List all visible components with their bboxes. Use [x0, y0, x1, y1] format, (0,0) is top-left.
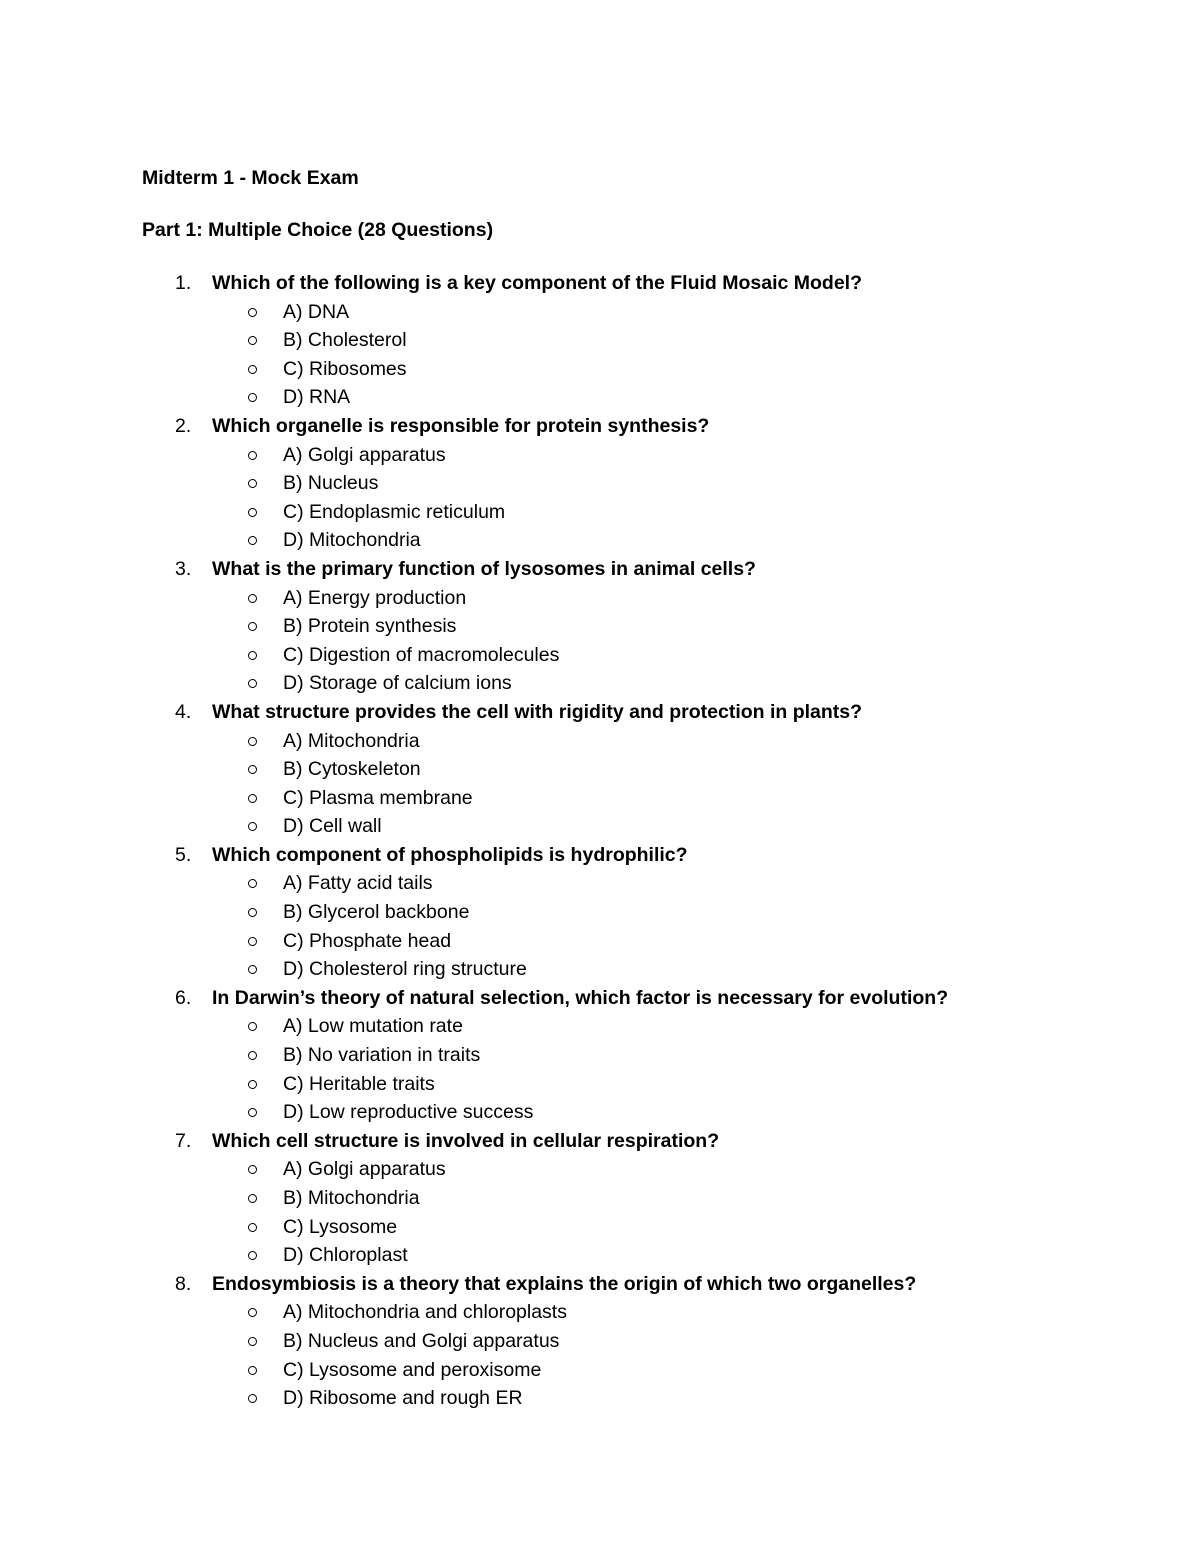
- answer-option: [0, 612, 1200, 641]
- answer-option-text: C) Heritable traits: [283, 1072, 435, 1095]
- answer-option: [0, 1041, 1200, 1070]
- answer-option-text: D) Chloroplast: [283, 1244, 408, 1267]
- question-number: 5.: [175, 843, 192, 866]
- hollow-circle-bullet-icon: [248, 1223, 257, 1232]
- hollow-circle-bullet-icon: [248, 594, 257, 603]
- answer-option-text: A) Mitochondria: [283, 729, 420, 752]
- answer-option: [0, 1184, 1200, 1213]
- answer-option: [0, 669, 1200, 698]
- answer-option: [0, 1098, 1200, 1127]
- answer-option-text: B) Nucleus: [283, 472, 379, 495]
- question-text: What structure provides the cell with rigidity and protection in plants?: [212, 700, 863, 723]
- question-item: [0, 555, 1200, 698]
- answer-option: [0, 927, 1200, 956]
- hollow-circle-bullet-icon: [248, 1366, 257, 1375]
- hollow-circle-bullet-icon: [248, 479, 257, 488]
- question-list: [0, 269, 1200, 1413]
- answer-options: [0, 1012, 1200, 1126]
- hollow-circle-bullet-icon: [248, 1108, 257, 1117]
- answer-option: [0, 298, 1200, 327]
- question-number: 6.: [175, 986, 192, 1009]
- answer-option: [0, 784, 1200, 813]
- answer-option: [0, 955, 1200, 984]
- answer-option: [0, 383, 1200, 412]
- answer-option: [0, 1070, 1200, 1099]
- answer-option-text: A) Low mutation rate: [283, 1015, 463, 1038]
- question-line: [0, 269, 1200, 298]
- answer-option-text: A) Fatty acid tails: [283, 872, 433, 895]
- answer-option-text: C) Plasma membrane: [283, 786, 473, 809]
- answer-option: [0, 1213, 1200, 1242]
- question-text: What is the primary function of lysosomes in animal cells?: [212, 557, 756, 580]
- answer-option-text: A) Golgi apparatus: [283, 1158, 446, 1181]
- hollow-circle-bullet-icon: [248, 1394, 257, 1403]
- question-item: [0, 984, 1200, 1127]
- hollow-circle-bullet-icon: [248, 1080, 257, 1089]
- answer-option-text: C) Phosphate head: [283, 929, 452, 952]
- question-number: 1.: [175, 272, 192, 294]
- question-item: [0, 1270, 1200, 1413]
- document-title: Midterm 1 - Mock Exam: [142, 167, 359, 189]
- answer-option: [0, 898, 1200, 927]
- answer-option: [0, 498, 1200, 527]
- answer-option-text: D) Cell wall: [283, 815, 382, 838]
- question-line: [0, 841, 1200, 870]
- answer-option-text: A) Mitochondria and chloroplasts: [283, 1301, 567, 1324]
- hollow-circle-bullet-icon: [248, 1165, 257, 1174]
- hollow-circle-bullet-icon: [248, 1051, 257, 1060]
- answer-option: [0, 326, 1200, 355]
- answer-option: [0, 755, 1200, 784]
- answer-option: [0, 1012, 1200, 1041]
- question-text: In Darwin’s theory of natural selection, which factor is necessary for evolution?: [212, 986, 949, 1009]
- answer-option-text: B) Nucleus and Golgi apparatus: [283, 1329, 560, 1352]
- hollow-circle-bullet-icon: [248, 451, 257, 460]
- answer-options: [0, 1298, 1200, 1412]
- question-number: 8.: [175, 1272, 192, 1295]
- question-number: 7.: [175, 1129, 192, 1152]
- hollow-circle-bullet-icon: [248, 1022, 257, 1031]
- answer-option-text: A) Energy production: [283, 586, 467, 609]
- answer-option-text: D) Cholesterol ring structure: [283, 958, 527, 981]
- question-item: [0, 698, 1200, 841]
- answer-option: [0, 355, 1200, 384]
- hollow-circle-bullet-icon: [248, 794, 257, 803]
- answer-option-text: C) Digestion of macromolecules: [283, 643, 560, 666]
- answer-options: [0, 441, 1200, 555]
- hollow-circle-bullet-icon: [248, 765, 257, 774]
- question-item: [0, 1127, 1200, 1270]
- hollow-circle-bullet-icon: [248, 1337, 257, 1346]
- answer-option-text: A) Golgi apparatus: [283, 443, 446, 466]
- hollow-circle-bullet-icon: [248, 1251, 257, 1260]
- answer-option: [0, 584, 1200, 613]
- answer-option-text: B) Mitochondria: [283, 1187, 420, 1209]
- answer-option: [0, 1298, 1200, 1327]
- answer-options: [0, 298, 1200, 412]
- hollow-circle-bullet-icon: [248, 965, 257, 974]
- question-item: [0, 841, 1200, 984]
- hollow-circle-bullet-icon: [248, 308, 257, 317]
- question-line: [0, 555, 1200, 584]
- hollow-circle-bullet-icon: [248, 1194, 257, 1203]
- hollow-circle-bullet-icon: [248, 1308, 257, 1317]
- answer-option: [0, 869, 1200, 898]
- question-item: [0, 412, 1200, 555]
- answer-option: [0, 441, 1200, 470]
- answer-option: [0, 1356, 1200, 1385]
- answer-option: [0, 1327, 1200, 1356]
- answer-option: [0, 1155, 1200, 1184]
- answer-option-text: B) No variation in traits: [283, 1044, 481, 1067]
- answer-option: [0, 1384, 1200, 1413]
- answer-option: [0, 641, 1200, 670]
- answer-option-text: C) Lysosome and peroxisome: [283, 1358, 542, 1381]
- hollow-circle-bullet-icon: [248, 822, 257, 831]
- question-line: [0, 412, 1200, 441]
- answer-option-text: C) Lysosome: [283, 1215, 398, 1238]
- hollow-circle-bullet-icon: [248, 679, 257, 688]
- hollow-circle-bullet-icon: [248, 651, 257, 660]
- answer-option-text: C) Endoplasmic reticulum: [283, 500, 506, 523]
- answer-options: [0, 727, 1200, 841]
- hollow-circle-bullet-icon: [248, 508, 257, 517]
- question-text: Which component of phospholipids is hydrophilic?: [212, 843, 688, 866]
- answer-options: [0, 1155, 1200, 1269]
- part-heading: Part 1: Multiple Choice (28 Questions): [142, 219, 494, 241]
- hollow-circle-bullet-icon: [248, 879, 257, 888]
- question-text: Which cell structure is involved in cellular respiration?: [212, 1129, 720, 1152]
- answer-option: [0, 469, 1200, 498]
- answer-option-text: A) DNA: [283, 300, 350, 323]
- hollow-circle-bullet-icon: [248, 336, 257, 345]
- question-text: Which organelle is responsible for protein synthesis?: [212, 414, 710, 437]
- hollow-circle-bullet-icon: [248, 908, 257, 917]
- answer-options: [0, 869, 1200, 983]
- answer-option-text: D) Ribosome and rough ER: [283, 1387, 523, 1410]
- hollow-circle-bullet-icon: [248, 622, 257, 631]
- question-number: 3.: [175, 557, 192, 580]
- answer-option-text: D) Low reproductive success: [283, 1101, 534, 1124]
- question-line: [0, 1127, 1200, 1156]
- hollow-circle-bullet-icon: [248, 393, 257, 402]
- question-line: [0, 984, 1200, 1013]
- answer-option-text: B) Cholesterol: [283, 329, 407, 352]
- answer-option-text: D) Mitochondria: [283, 529, 421, 552]
- question-number: 2.: [175, 414, 192, 437]
- question-text: Endosymbiosis is a theory that explains the origin of which two organelles?: [212, 1272, 917, 1295]
- hollow-circle-bullet-icon: [248, 365, 257, 374]
- answer-options: [0, 584, 1200, 698]
- hollow-circle-bullet-icon: [248, 536, 257, 545]
- answer-option: [0, 1241, 1200, 1270]
- question-item: [0, 269, 1200, 412]
- answer-option-text: B) Protein synthesis: [283, 615, 457, 638]
- question-number: 4.: [175, 700, 192, 723]
- answer-option-text: B) Cytoskeleton: [283, 758, 421, 781]
- answer-option-text: D) Storage of calcium ions: [283, 672, 512, 695]
- question-text: Which of the following is a key component of the Fluid Mosaic Model?: [212, 272, 863, 294]
- hollow-circle-bullet-icon: [248, 737, 257, 746]
- question-line: [0, 1270, 1200, 1299]
- answer-option: [0, 812, 1200, 841]
- answer-option-text: D) RNA: [283, 386, 351, 409]
- hollow-circle-bullet-icon: [248, 937, 257, 946]
- answer-option-text: B) Glycerol backbone: [283, 901, 470, 924]
- answer-option: [0, 727, 1200, 756]
- answer-option-text: C) Ribosomes: [283, 357, 407, 380]
- answer-option: [0, 526, 1200, 555]
- question-line: [0, 698, 1200, 727]
